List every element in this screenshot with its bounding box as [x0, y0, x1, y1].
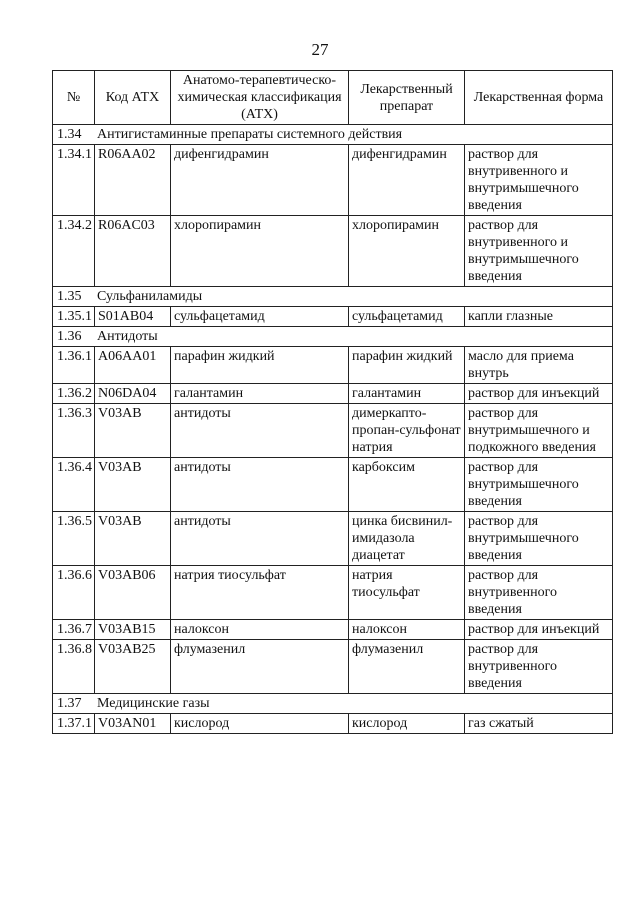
table-row	[53, 640, 613, 694]
header-number: №	[53, 71, 95, 125]
atc-classification: флумазенил	[171, 640, 349, 694]
header-atc-code: Код АТХ	[95, 71, 171, 125]
header-form: Лекарственная форма	[465, 71, 613, 125]
section-number: 1.36	[57, 329, 82, 344]
dosage-form: раствор для инъекций	[465, 620, 613, 640]
atc-code: R06AA02	[95, 145, 171, 216]
section-cell	[53, 287, 613, 307]
table-row	[53, 714, 613, 734]
section-number: 1.35	[57, 289, 82, 304]
atc-classification: галантамин	[171, 384, 349, 404]
drug-name: флумазенил	[349, 640, 465, 694]
row-number: 1.36.6	[53, 566, 95, 620]
row-number: 1.36.5	[53, 512, 95, 566]
drug-name: хлоропирамин	[349, 216, 465, 287]
section-row	[53, 287, 613, 307]
section-cell	[53, 694, 613, 714]
section-number: 1.37	[57, 696, 82, 711]
table-body	[53, 125, 613, 734]
dosage-form: раствор для инъекций	[465, 384, 613, 404]
atc-classification: кислород	[171, 714, 349, 734]
dosage-form: масло для приема внутрь	[465, 347, 613, 384]
row-number: 1.34.2	[53, 216, 95, 287]
atc-code: V03AB15	[95, 620, 171, 640]
atc-code: N06DA04	[95, 384, 171, 404]
dosage-form: раствор для внутривенного и внутримышечного введения	[465, 145, 613, 216]
drug-name: цинка бисвинил-имидазола диацетат	[349, 512, 465, 566]
drug-name: налоксон	[349, 620, 465, 640]
section-row	[53, 327, 613, 347]
table-row	[53, 307, 613, 327]
drug-name: галантамин	[349, 384, 465, 404]
atc-code: V03AB	[95, 404, 171, 458]
row-number: 1.36.1	[53, 347, 95, 384]
table-row	[53, 404, 613, 458]
drug-name: карбоксим	[349, 458, 465, 512]
row-number: 1.36.2	[53, 384, 95, 404]
table-row	[53, 216, 613, 287]
drug-table	[52, 70, 613, 734]
dosage-form: раствор для внутримышечного введения	[465, 458, 613, 512]
atc-classification: антидоты	[171, 512, 349, 566]
section-title: Медицинские газы	[97, 696, 210, 711]
atc-classification: антидоты	[171, 458, 349, 512]
drug-name: димеркапто-пропан-сульфонат натрия	[349, 404, 465, 458]
table-row	[53, 458, 613, 512]
row-number: 1.34.1	[53, 145, 95, 216]
atc-code: V03AB25	[95, 640, 171, 694]
atc-classification: хлоропирамин	[171, 216, 349, 287]
section-row	[53, 694, 613, 714]
table-row	[53, 347, 613, 384]
dosage-form: раствор для внутримышечного и подкожного введения	[465, 404, 613, 458]
section-cell	[53, 327, 613, 347]
row-number: 1.36.3	[53, 404, 95, 458]
row-number: 1.36.7	[53, 620, 95, 640]
atc-code: R06AC03	[95, 216, 171, 287]
drug-name: дифенгидрамин	[349, 145, 465, 216]
section-title: Антигистаминные препараты системного действия	[97, 127, 403, 142]
drug-name: парафин жидкий	[349, 347, 465, 384]
atc-classification: натрия тиосульфат	[171, 566, 349, 620]
atc-code: A06AA01	[95, 347, 171, 384]
dosage-form: газ сжатый	[465, 714, 613, 734]
drug-name: натрия тиосульфат	[349, 566, 465, 620]
drug-name: сульфацетамид	[349, 307, 465, 327]
row-number: 1.37.1	[53, 714, 95, 734]
table-row	[53, 384, 613, 404]
dosage-form: раствор для внутривенного и внутримышечного введения	[465, 216, 613, 287]
atc-code: V03AB	[95, 512, 171, 566]
section-title: Сульфаниламиды	[97, 289, 203, 304]
dosage-form: раствор для внутримышечного введения	[465, 512, 613, 566]
atc-classification: парафин жидкий	[171, 347, 349, 384]
atc-classification: сульфацетамид	[171, 307, 349, 327]
atc-code: S01AB04	[95, 307, 171, 327]
table-row	[53, 566, 613, 620]
dosage-form: раствор для внутривенного введения	[465, 640, 613, 694]
atc-classification: дифенгидрамин	[171, 145, 349, 216]
row-number: 1.36.4	[53, 458, 95, 512]
table-row	[53, 512, 613, 566]
dosage-form: раствор для внутривенного введения	[465, 566, 613, 620]
section-cell	[53, 125, 613, 145]
atc-code: V03AB06	[95, 566, 171, 620]
table-header-row	[53, 71, 613, 125]
section-title: Антидоты	[97, 329, 158, 344]
table-row	[53, 145, 613, 216]
atc-classification: антидоты	[171, 404, 349, 458]
row-number: 1.35.1	[53, 307, 95, 327]
header-atc-classification: Анатомо-терапевтическо-химическая классификация (АТХ)	[171, 71, 349, 125]
section-row	[53, 125, 613, 145]
section-number: 1.34	[57, 127, 82, 142]
drug-name: кислород	[349, 714, 465, 734]
dosage-form: капли глазные	[465, 307, 613, 327]
atc-classification: налоксон	[171, 620, 349, 640]
header-drug: Лекарственный препарат	[349, 71, 465, 125]
table-row	[53, 620, 613, 640]
row-number: 1.36.8	[53, 640, 95, 694]
atc-code: V03AB	[95, 458, 171, 512]
page-number: 27	[311, 40, 329, 59]
atc-code: V03AN01	[95, 714, 171, 734]
